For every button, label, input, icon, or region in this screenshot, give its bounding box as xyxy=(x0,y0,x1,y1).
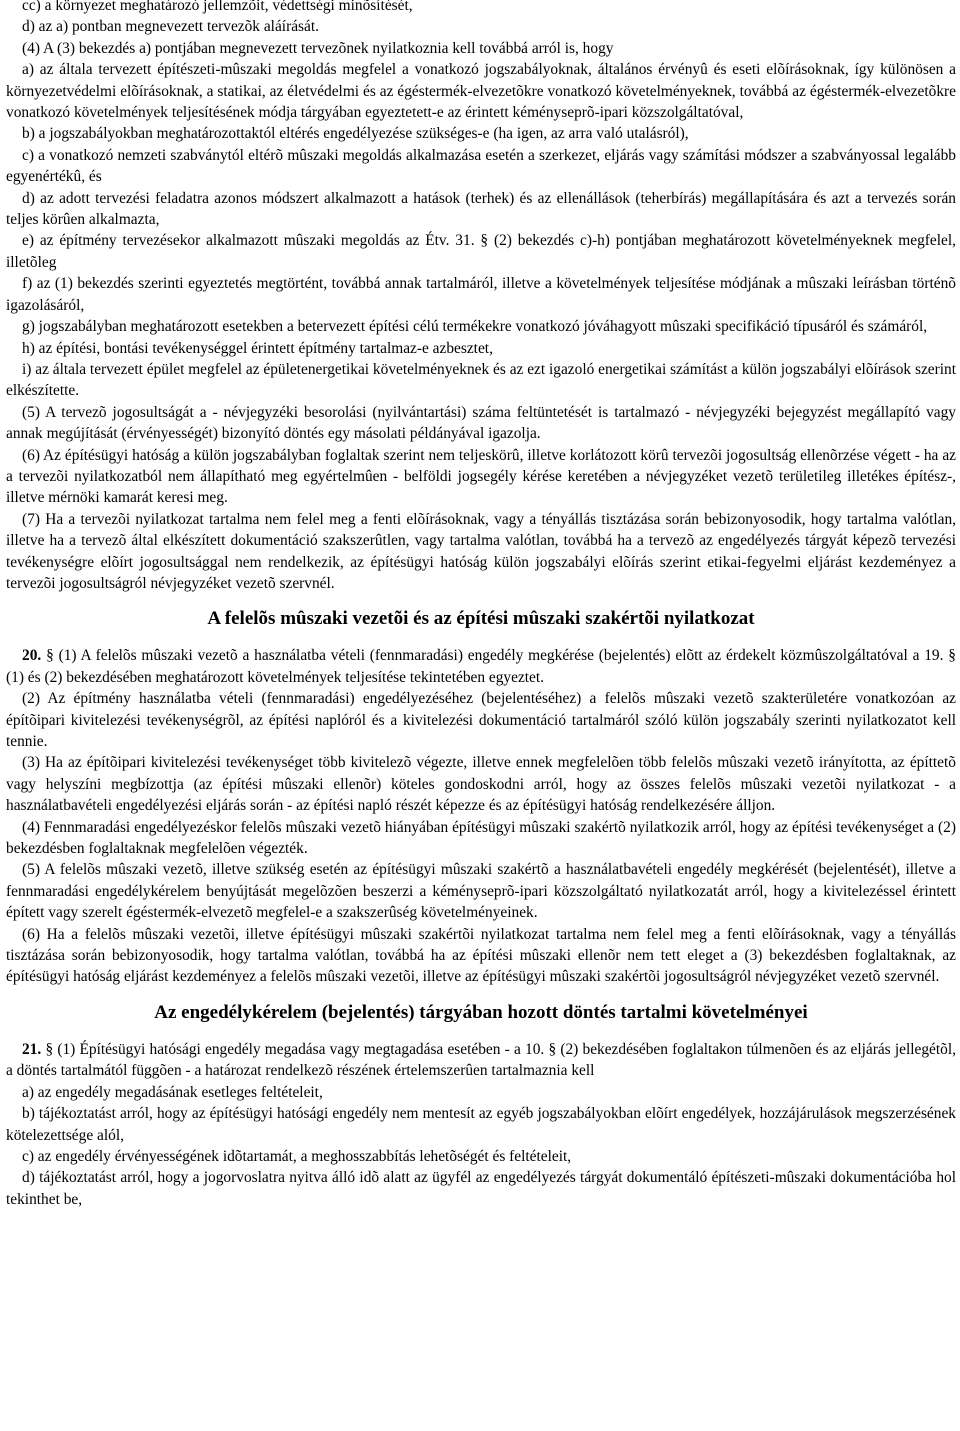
section-20-paragraph-2: (2) Az építmény használatba vételi (fennmaradási) engedélyezéséhez (bejelentéséhez) a felelõs mûszaki vezetõ szakterületére vonatkozóan az építõipari kivitelezési tevékenységrõl, az építési naplóról és a kivitelezési dokumentáció tartalmáról szóló külön jogszabály szerinti nyilatkozatot kell tennie. xyxy=(6,690,956,750)
section-number-20: 20. xyxy=(22,647,42,665)
paragraph-4: (4) A (3) bekezdés a) pontjában megnevezett tervezõnek nyilatkoznia kell továbbá arról is, hogy xyxy=(22,39,614,57)
paragraph-6: (6) Az építésügyi hatóság a külön jogszabályban foglaltak szerint nem teljeskörû, illetve korlátozott körû tervezõi jogosultság ellenõrzése végett - ha az a tervezõi nyilatkozatból nem állapítható meg egyértelmûen - belföldi jogsegély kérése keretében a névjegyzéket vezetõ területileg illetékes építész-, illetve mérnöki kamarát keresi meg. xyxy=(6,446,956,507)
paragraph-item-h: h) az építési, bontási tevékenységgel érintett építmény tartalmaz-e azbesztet, xyxy=(22,339,493,357)
paragraph-item-cc: cc) a környezet meghatározó jellemzõit, védettségi minõsítését, xyxy=(22,0,413,14)
section-20-paragraph-5: (5) A felelõs mûszaki vezetõ, illetve szükség esetén az építésügyi mûszaki szakértõ a használatbavételi engedély megkérését (bejelentését), illetve a fennmaradási engedélykérelem benyújtását megelõzõen beszerzi a kéményseprõ-ipari közszolgáltató nyilatkozatát arról, hogy a kivitelezéssel érintett épített vagy szerelt égéstermék-elvezetõ megfelel-e a szakszerûség követelményeinek. xyxy=(6,861,956,922)
section-heading-21: Az engedélykérelem (bejelentés) tárgyában hozott döntés tartalmi követelményei xyxy=(154,1001,808,1023)
paragraph-item-d2: d) az adott tervezési feladatra azonos módszert alkalmazott a hatások (terhek) és az ellenállások (teherbírás) megállapítására és azt a tervezés során teljes körûen alkalmazta, xyxy=(6,189,956,229)
paragraph-item-f: f) az (1) bekezdés szerinti egyeztetés megtörtént, továbbá annak tartalmáról, illetve a követelmények teljesítése módjának a mûszaki leírásban történõ igazolásáról, xyxy=(6,275,956,314)
paragraph-item-d: d) az a) pontban megnevezett tervezõk aláírását. xyxy=(22,18,319,36)
paragraph-item-c: c) a vonatkozó nemzeti szabványtól eltérõ mûszaki megoldás alkalmazása esetén a szerkezet, eljárás vagy számítási módszer a szabványossal legalább egyenértékû, és xyxy=(6,146,956,186)
section-21-item-b: b) tájékoztatást arról, hogy az építésügyi hatósági engedély nem mentesít az egyéb jogszabályokban elõírt engedélyek, hozzájárulások megszerzésének kötelezettsége alól, xyxy=(6,1105,956,1144)
paragraph-7: (7) Ha a tervezõi nyilatkozat tartalma nem felel meg a fenti elõírásoknak, vagy a tényállás tisztázása során bebizonyosodik, hogy tartalma valótlan, illetve ha a tervezõ által elkészített dokumentáció szakszerûtlen, vagy tartalma valótlan, továbbá ha a tervezõ az engedélyezés tárgyát képezõ tervezési tevékenységre elõírt jogosultsággal nem rendelkezik, az építésügyi hatóság külön jogszabályi elõírás szerint etikai-fegyelmi eljárást kezdeményez a tervezõi jogosultságról névjegyzéket vezetõ szervnél. xyxy=(6,510,956,592)
section-heading-20: A felelõs mûszaki vezetõi és az építési mûszaki szakértõi nyilatkozat xyxy=(207,608,755,630)
paragraph-item-b: b) a jogszabályokban meghatározottaktól eltérés engedélyezése szükséges-e (ha igen, az arra való utalásról), xyxy=(22,125,689,143)
paragraph-item-g: g) jogszabályban meghatározott esetekben a betervezett építési célú termékekre vonatkozó jóváhagyott mûszaki specifikáció típusáról és számáról, xyxy=(22,318,928,336)
section-21-item-a: a) az engedély megadásának esetleges feltételeit, xyxy=(22,1083,323,1101)
paragraph-item-e: e) az építmény tervezésekor alkalmazott mûszaki megoldás az Étv. 31. § (2) bekezdés c)-h) pontjában meghatározott követelményeknek megfelel, illetõleg xyxy=(6,232,956,271)
section-20-paragraph-6: (6) Ha a felelõs mûszaki vezetõi, illetve építésügyi mûszaki szakértõi nyilatkozat tartalma nem felel meg a fenti elõírásoknak, vagy a tényállás tisztázása során bebizonyosodik, hogy tartalma valótlan, továbbá ha az építési mûszaki ellenõr nem tett eleget a (3) bekezdésben foglaltaknak, az építésügyi hatóság eljárást kezdeményez a felelõs mûszaki vezetõi, illetve az építésügyi mûszaki szakértõi jogosultságról névjegyzéket vezetõ szervnél. xyxy=(6,925,956,986)
document-page xyxy=(6,0,956,1210)
section-number-21: 21. xyxy=(22,1040,42,1058)
section-20-paragraph-1-text: § (1) A felelõs mûszaki vezetõ a használatba vételi (fennmaradási) engedély megkérése (bejelentés) elõtt az érdekelt közmûszolgáltatóval a 19. § (1) és (2) bekezdésében meghatározott követelmények teljesítése tekintetében egyeztet. xyxy=(6,647,956,686)
paragraph-item-a: a) az általa tervezett építészeti-mûszaki megoldás megfelel a vonatkozó jogszabályoknak, általános érvényû és eseti elõírásoknak, így különösen a környezetvédelmi elõírásoknak, a statikai, az életvédelmi és az égéstermék-elvezetõkre vonatkozó követelményeknek, továbbá az égéstermék-elvezetõkre vonatkozó követelmények teljesítésének módja tárgyában egyeztetett-e az érintett kéményseprõ-ipari közszolgáltatóval, xyxy=(6,61,956,122)
section-21-paragraph-1 xyxy=(6,1039,956,1082)
section-21-item-d: d) tájékoztatást arról, hogy a jogorvoslatra nyitva álló idõ alatt az ügyfél az engedélyezés tárgyát dokumentáló építészeti-mûszaki dokumentációba hol tekinthet be, xyxy=(6,1169,956,1208)
section-21-paragraph-1-text: § (1) Építésügyi hatósági engedély megadása vagy megtagadása esetében - a 10. § (2) bekezdésében foglaltakon túlmenõen és az eljárás jellegétõl, a döntés tartalmától függõen - a határozat rendelkezõ részének értelemszerûen tartalmaznia kell xyxy=(6,1040,956,1080)
paragraph-item-i: i) az általa tervezett épület megfelel az épületenergetikai követelményeknek és az ezt igazoló energetikai számítást a külön jogszabályi elõírások szerint elkészítette. xyxy=(6,360,956,400)
section-20-paragraph-1 xyxy=(6,645,956,688)
paragraph-5: (5) A tervezõ jogosultságát a - névjegyzéki besorolási (nyilvántartási) száma feltüntetését is tartalmazó - névjegyzéki bejegyzést megállapító vagy annak megújítását (érvényességét) bizonyító döntés egy másolati példányával igazolja. xyxy=(6,403,956,443)
section-21-item-c: c) az engedély érvényességének idõtartamát, a meghosszabbítás lehetõségét és feltételeit, xyxy=(22,1147,572,1165)
section-20-paragraph-3: (3) Ha az építõipari kivitelezési tevékenységet több kivitelezõ végezte, illetve ennek megfelelõen több felelõs mûszaki vezetõ irányította, az építtetõ vagy helyszíni megbízottja (az építési mûszaki ellenõr) köteles gondoskodni arról, hogy az összes felelõs mûszaki vezetõi nyilatkozat - a használatbavételi engedélyezési eljárás során - az építési napló részét képezze és az építésügyi hatóság rendelkezésére álljon. xyxy=(6,754,956,815)
section-20-paragraph-4: (4) Fennmaradási engedélyezéskor felelõs mûszaki vezetõ hiányában építésügyi mûszaki szakértõ nyilatkozik arról, hogy az építési tevékenységet a (2) bekezdésben foglaltaknak megfelelõen végezték. xyxy=(6,818,956,858)
